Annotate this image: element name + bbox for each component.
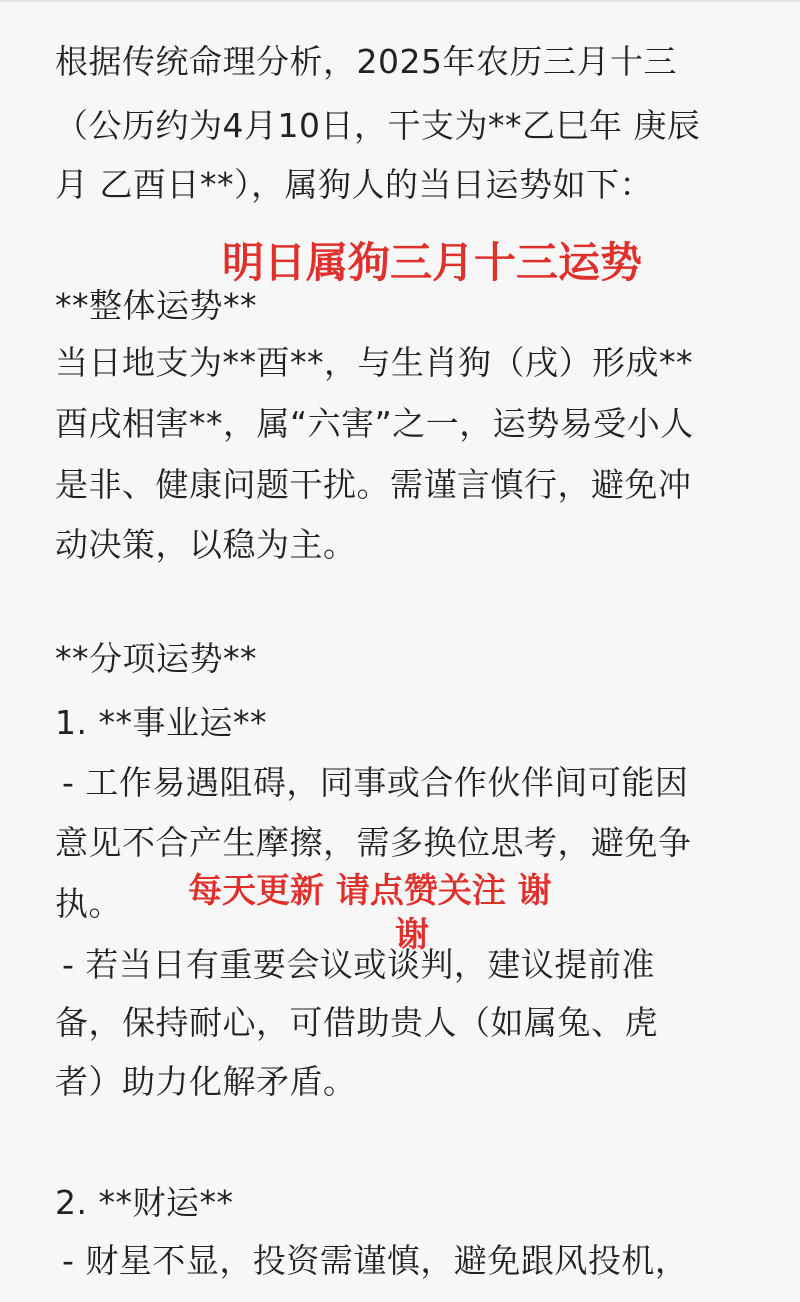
career-item1-line-3: 执。 <box>55 884 122 923</box>
intro-line-3: 月 乙酉日**），属狗人的当日运势如下： <box>55 165 653 204</box>
overall-line-3: 是非、健康问题干扰。需谨言慎行，避免冲 <box>55 465 692 504</box>
overall-line-2: 酉戌相害**，属“六害”之一，运势易受小人 <box>55 404 694 443</box>
career-item1-line-2: 意见不合产生摩擦，需多换位思考，避免争 <box>55 823 692 862</box>
career-heading: 1. **事业运** <box>55 703 267 742</box>
wealth-item1-line-1: - 财星不显，投资需谨慎，避免跟风投机， <box>62 1241 689 1280</box>
overall-line-1: 当日地支为**酉**，与生肖狗（戌）形成** <box>55 343 693 382</box>
sub-heading: **分项运势** <box>55 639 257 678</box>
overall-heading: **整体运势** <box>55 286 257 325</box>
top-divider <box>0 0 800 2</box>
career-item2-line-2: 备，保持耐心，可借助贵人（如属兔、虎 <box>55 1003 658 1042</box>
intro-line-2: （公历约为4月10日，干支为**乙巳年 庚辰 <box>55 106 701 145</box>
career-item1-line-1: - 工作易遇阻碍，同事或合作伙伴间可能因 <box>62 763 689 802</box>
wealth-heading: 2. **财运** <box>55 1183 234 1222</box>
follow-overlay-text: 每天更新 请点赞关注 谢 <box>188 871 552 911</box>
overall-line-4: 动决策，以稳为主。 <box>55 525 357 564</box>
intro-line-1: 根据传统命理分析，2025年农历三月十三 <box>55 42 677 81</box>
follow-overlay-text-2: 谢 <box>395 915 429 955</box>
career-item2-line-1: - 若当日有重要会议或谈判，建议提前准 <box>62 945 655 984</box>
title-overlay-text: 明日属狗三月十三运势 <box>222 238 643 287</box>
career-item2-line-3: 者）助力化解矛盾。 <box>55 1062 357 1101</box>
